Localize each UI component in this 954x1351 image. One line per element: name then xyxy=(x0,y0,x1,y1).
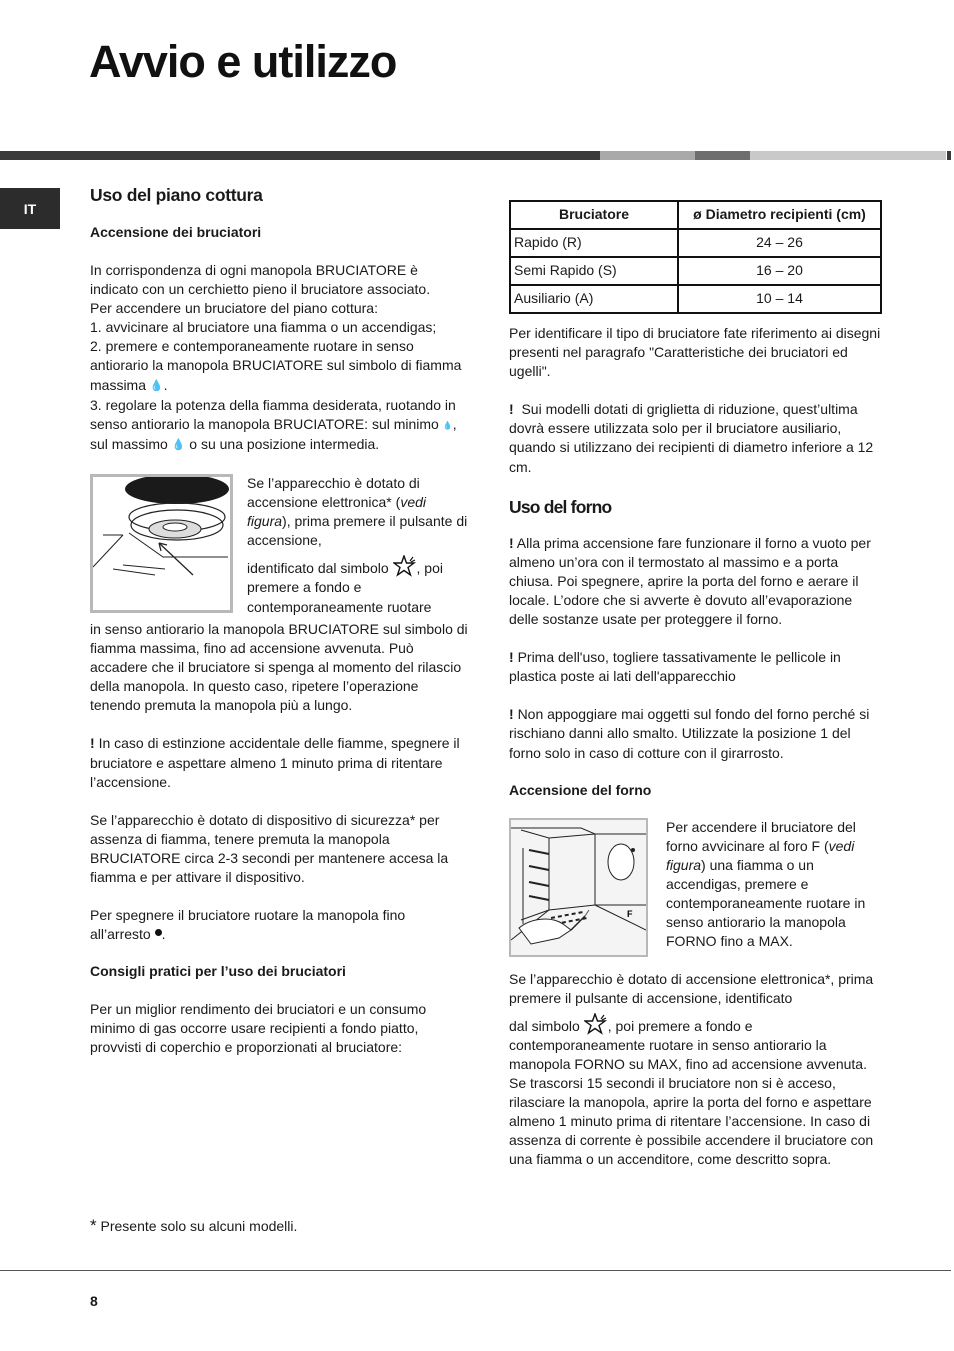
text: ), prima premere il pulsante di accensione, xyxy=(247,513,468,549)
warning-mark: ! xyxy=(509,706,514,723)
right-column xyxy=(509,200,883,1170)
figure-side-text xyxy=(666,818,886,952)
table-header: ø Diametro recipienti (cm) xyxy=(678,201,881,229)
warning-mark: ! xyxy=(509,649,514,666)
paragraph xyxy=(247,555,469,578)
page-title: Avvio e utilizzo xyxy=(89,36,397,87)
paragraph: In corrispondenza di ogni manopola BRUCIATORE è indicato con un cerchietto pieno il bruciatore associato. xyxy=(90,262,431,298)
header-bar-light xyxy=(600,151,695,160)
off-dot-icon xyxy=(155,929,162,936)
left-column xyxy=(90,183,468,1058)
header-bar-dark xyxy=(0,151,600,160)
text: dal simbolo xyxy=(509,1017,580,1034)
text: Per spegnere il bruciatore ruotare la manopola fino all’arresto xyxy=(90,907,406,943)
paragraph: Se l’apparecchio è dotato di accensione elettronica*, prima premere il pulsante di accensione, identificato xyxy=(509,970,874,1006)
table-row xyxy=(510,285,881,313)
text: . xyxy=(161,926,166,943)
burner-illustration xyxy=(93,477,230,610)
punctuation: . xyxy=(163,376,168,393)
subheading-consigli: Consigli pratici per l’uso dei bruciatori xyxy=(90,963,346,980)
page-number: 8 xyxy=(90,1293,98,1309)
table-cell: 16 – 20 xyxy=(678,257,881,285)
table-cell: 10 – 14 xyxy=(678,285,881,313)
text: Per accendere il bruciatore del forno avvicinare al foro F ( xyxy=(666,818,856,854)
burner-figure-block xyxy=(90,474,468,620)
step-text: , sul massimo xyxy=(90,415,457,452)
footer-rule xyxy=(0,1270,951,1271)
table-cell: 24 – 26 xyxy=(678,229,881,257)
footnote-text: Presente solo su alcuni modelli. xyxy=(100,1218,298,1234)
header-bar-mid xyxy=(695,151,750,160)
step-text: o su una posizione intermedia. xyxy=(189,435,380,452)
warning-mark: ! xyxy=(509,534,514,551)
footnote-mark: * xyxy=(90,1216,97,1235)
step-text: 2. premere e contemporaneamente ruotare in senso antiorario la manopola BRUCIATORE sul simbolo di fiamma massima xyxy=(90,338,462,393)
text: ) una fiamma o un accendigas, premere e contemporaneamente ruotare in senso antiorario la manopola FORNO fino a MAX. xyxy=(666,856,866,950)
ignition-star-icon xyxy=(584,1013,608,1035)
warning-mark: ! xyxy=(509,401,514,418)
language-tab: IT xyxy=(0,188,60,229)
oven-figure-block xyxy=(509,818,883,963)
paragraph: premere a fondo e contemporaneamente ruotare xyxy=(247,579,432,615)
table-cell: Ausiliario (A) xyxy=(510,285,678,313)
step-text: 3. regolare la potenza della fiamma desiderata, ruotando in senso antiorario la manopola BRUCIATORE: sul minimo xyxy=(90,396,456,432)
paragraph xyxy=(666,818,886,952)
subheading-accensione-forno: Accensione del forno xyxy=(509,781,652,798)
table-cell: Rapido (R) xyxy=(510,229,678,257)
paragraph xyxy=(90,337,468,395)
paragraph: in senso antiorario la manopola BRUCIATORE sul simbolo di fiamma massima, fino ad accensione avvenuta. Può accadere che il bruciatore si spenga al momento del rilascio della manopola. In questo caso, ripetere l’operazione tenendo premuta la manopola più a lungo. xyxy=(90,620,468,714)
text: Alla prima accensione fare funzionare il forno a vuoto per almeno un’ora con il termostato al massimo e a porta chiusa. Poi spegnere, aprire la porta del forno e aerare il locale. L’odore che si avverte è dovuto all’evaporazione delle sostanze usate per proteggere il forno. xyxy=(509,534,871,628)
text: Non appoggiare mai oggetti sul fondo del forno perché si rischiano danni allo smalto. Utilizzate la posizione 1 del forno solo in caso di cotture con il girarrosto. xyxy=(509,706,870,761)
oven-illustration xyxy=(511,820,646,955)
header-bar-pale xyxy=(750,151,946,160)
text-italic: vedi figura xyxy=(247,494,426,530)
paragraph: Per accendere un bruciatore del piano cottura: xyxy=(90,300,378,317)
table-header-row xyxy=(510,201,881,229)
warning-paragraph xyxy=(90,734,468,791)
table-header: Bruciatore xyxy=(510,201,678,229)
text: identificato dal simbolo xyxy=(247,560,389,577)
paragraph xyxy=(90,906,468,944)
burner-table xyxy=(509,200,882,314)
table-cell: Semi Rapido (S) xyxy=(510,257,678,285)
subheading-accensione-bruciatori: Accensione dei bruciatori xyxy=(90,224,262,240)
table-row xyxy=(510,229,881,257)
flame-max-icon: 💧 xyxy=(149,379,164,392)
oven-figure xyxy=(509,818,648,957)
header-bar-end xyxy=(947,151,951,160)
text-italic: vedi figura xyxy=(666,837,855,873)
paragraph: contemporaneamente ruotare in senso antiorario la manopola FORNO su MAX, fino ad accensione avvenuta. Se trascorsi 15 secondi il bruciatore non si è acceso, rilasciare la manopola, aprire la porta del forno e aspettare almeno 1 minuto prima di ritentare l’accensione. In caso di assenza di corrente è possibile accendere il bruciatore con una fiamma o un accenditore, come descritto sopra. xyxy=(509,1036,874,1168)
burner-figure xyxy=(90,474,233,613)
section-heading-forno: Uso del forno xyxy=(509,496,612,517)
footnote xyxy=(90,1216,297,1236)
paragraph: Per un miglior rendimento dei bruciatori e un consumo minimo di gas occorre usare recipienti a fondo piatto, provvisti di coperchio e proporzionati al bruciatore: xyxy=(90,1001,427,1056)
paragraph: Per identificare il tipo di bruciatore fate riferimento ai disegni presenti nel paragrafo "Caratteristiche dei bruciatori ed ugelli". xyxy=(509,325,881,380)
text: In caso di estinzione accidentale delle fiamme, spegnere il bruciatore e aspettare almeno 1 minuto prima di ritentare l’accensione. xyxy=(90,735,460,790)
text: Sui modelli dotati di griglietta di riduzione, quest’ultima dovrà essere utilizzata solo per il bruciatore ausiliario, quando si utilizzano dei recipienti di diametro inferiore a 12 cm. xyxy=(509,401,874,475)
warning-paragraph xyxy=(509,400,883,476)
warning-paragraph xyxy=(509,705,883,762)
section-heading-piano: Uso del piano cottura xyxy=(90,185,263,205)
text: Prima dell'uso, togliere tassativamente le pellicole in plastica poste ai lati dell'apparecchio xyxy=(509,649,841,685)
flame-max-icon: 💧 xyxy=(171,438,186,451)
flame-min-icon: 💧 xyxy=(442,420,453,430)
figure-label-f: F xyxy=(627,908,633,919)
warning-mark: ! xyxy=(90,735,95,752)
paragraph xyxy=(90,396,468,455)
paragraph: 1. avvicinare al bruciatore una fiamma o un accendigas; xyxy=(90,319,437,336)
text: , poi premere a fondo e xyxy=(607,1017,753,1034)
warning-paragraph xyxy=(509,534,883,629)
figure-side-text xyxy=(247,474,469,617)
paragraph: Se l’apparecchio è dotato di dispositivo di sicurezza* per assenza di fiamma, tenere premuta la manopola BRUCIATORE circa 2-3 secondi per mantenere accesa la fiamma e per attivare il dispositivo. xyxy=(90,811,449,885)
text: , poi xyxy=(416,560,443,577)
ignition-star-icon xyxy=(393,555,417,577)
paragraph xyxy=(509,1013,883,1036)
table-row xyxy=(510,257,881,285)
text: Se l’apparecchio è dotato di accensione elettronica* ( xyxy=(247,474,420,511)
paragraph xyxy=(247,474,469,550)
warning-paragraph xyxy=(509,648,883,686)
